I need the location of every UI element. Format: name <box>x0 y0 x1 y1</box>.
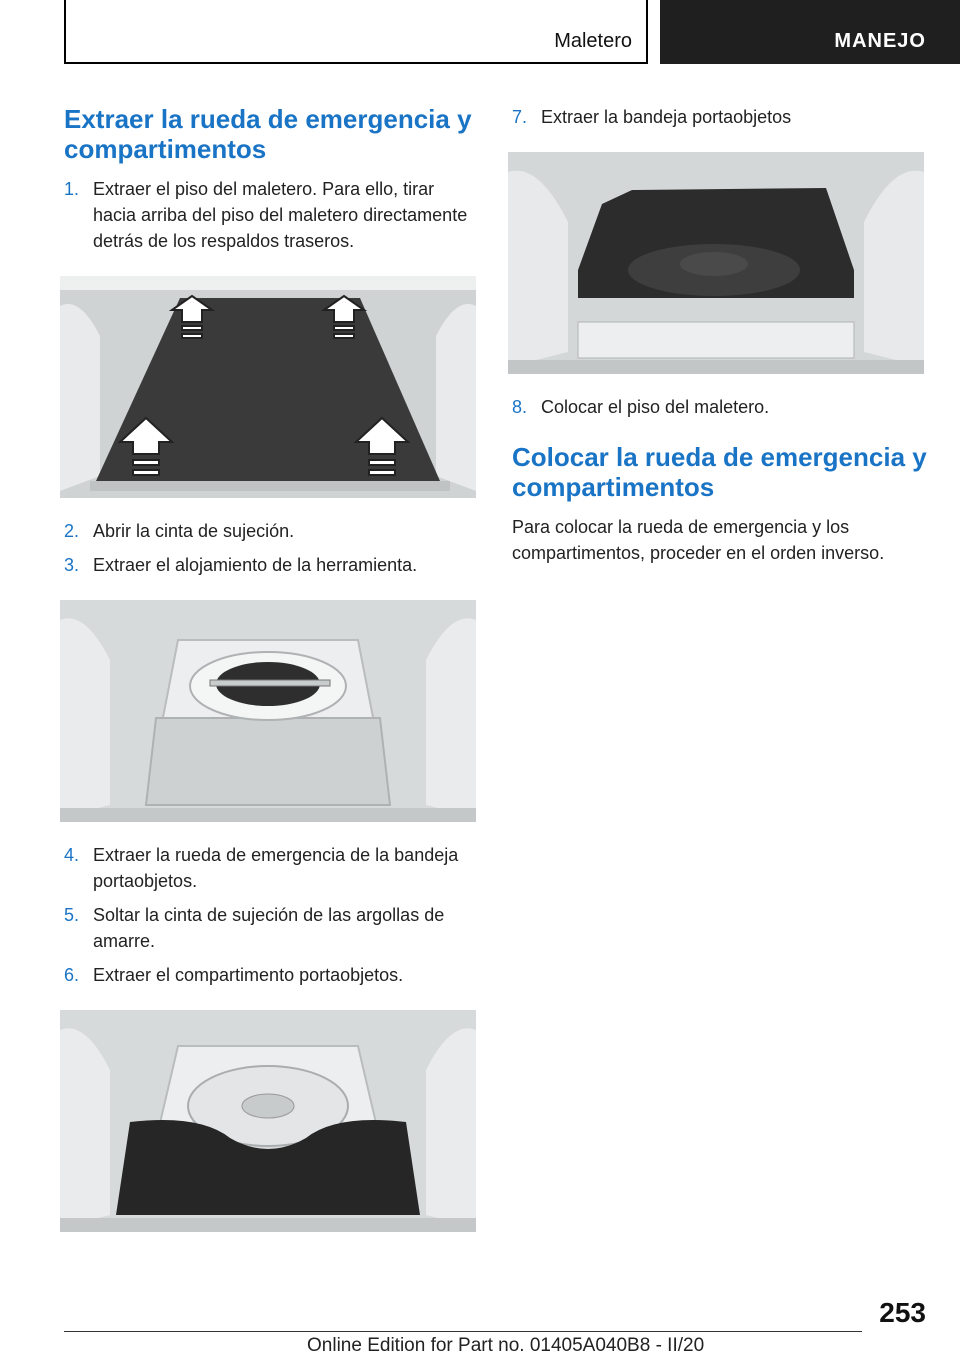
page-number: 253 <box>879 1297 926 1328</box>
tool-holder-illustration <box>60 600 476 822</box>
step-number: 8. <box>512 397 528 417</box>
header-chapter-title: MANEJO <box>834 30 926 52</box>
step-number: 1. <box>64 179 80 199</box>
step-text: Extraer el piso del maletero. Para ello, tirar hacia arriba del piso del maletero directamente detrás de los respaldos traseros. <box>93 179 468 251</box>
edition-footer: Online Edition for Part no. 01405A040B8 - II/20 <box>307 1335 705 1356</box>
remove-spare-wheel-heading: Extraer la rueda de emergencia y compartimentos <box>64 104 472 164</box>
step-5 <box>64 902 482 954</box>
step-text: Colocar el piso del maletero. <box>541 397 770 417</box>
right-column <box>512 104 930 566</box>
step-6 <box>64 962 482 988</box>
step-7 <box>512 104 930 130</box>
step-number: 5. <box>64 905 80 925</box>
storage-tray-illustration <box>508 152 924 374</box>
step-text: Soltar la cinta de sujeción de las argollas de amarre. <box>93 905 445 951</box>
step-3 <box>64 552 482 578</box>
footer-divider <box>64 1331 862 1332</box>
step-text: Abrir la cinta de sujeción. <box>93 521 295 541</box>
step-number: 7. <box>512 107 528 127</box>
step-number: 4. <box>64 845 80 865</box>
step-number: 6. <box>64 965 80 985</box>
step-number: 2. <box>64 521 80 541</box>
install-spare-wheel-heading: Colocar la rueda de emergencia y compartimentos <box>512 442 927 502</box>
step-text: Extraer el compartimento portaobjetos. <box>93 965 404 985</box>
step-4 <box>64 842 482 894</box>
header-section-box <box>64 0 648 64</box>
storage-compartment-illustration <box>60 1010 476 1232</box>
step-text: Extraer la rueda de emergencia de la bandeja portaobjetos. <box>93 845 459 891</box>
step-text: Extraer el alojamiento de la herramienta. <box>93 555 418 575</box>
step-2 <box>64 518 482 544</box>
install-instructions: Para colocar la rueda de emergencia y los compartimentos, proceder en el orden inverso. <box>512 517 885 563</box>
header-section-title: Maletero <box>554 30 632 52</box>
trunk-floor-lift-illustration <box>60 276 476 498</box>
left-column <box>64 104 482 1252</box>
step-number: 3. <box>64 555 80 575</box>
step-1 <box>64 176 482 254</box>
header-chapter-box <box>660 0 960 64</box>
step-8 <box>512 394 930 420</box>
step-text: Extraer la bandeja portaobjetos <box>541 107 792 127</box>
